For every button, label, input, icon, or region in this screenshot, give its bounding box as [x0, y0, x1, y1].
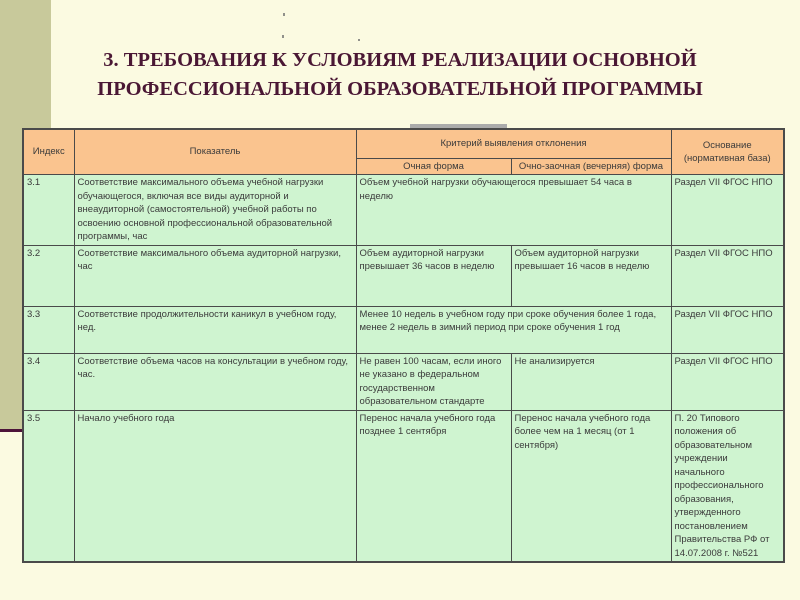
header-row-top [23, 129, 784, 158]
slide-title [0, 46, 800, 104]
col-header-evening: Очно-заочная (вечерняя) форма [511, 158, 671, 175]
cell-criterion-merged: Объем учебной нагрузки обучающегося превышает 54 часа в неделю [356, 175, 671, 246]
col-header-full-time: Очная форма [356, 158, 511, 175]
cell-index: 3.1 [23, 175, 74, 246]
cell-criterion-full-time: Объем аудиторной нагрузки превышает 36 часов в неделю [356, 245, 511, 306]
cell-indicator: Соответствие максимального объема аудиторной нагрузки, час [74, 245, 356, 306]
col-header-index: Индекс [23, 129, 74, 175]
cell-index: 3.3 [23, 306, 74, 353]
col-header-indicator: Показатель [74, 129, 356, 175]
cell-criterion-evening: Объем аудиторной нагрузки превышает 16 часов в неделю [511, 245, 671, 306]
col-header-criterion-group: Критерий выявления отклонения [356, 129, 671, 158]
table-row [23, 175, 784, 246]
cell-basis: Раздел VII ФГОС НПО [671, 245, 784, 306]
cell-indicator: Начало учебного года [74, 410, 356, 562]
cell-basis: Раздел VII ФГОС НПО [671, 306, 784, 353]
cell-index: 3.4 [23, 353, 74, 410]
cell-indicator: Соответствие объема часов на консультации в учебном году, час. [74, 353, 356, 410]
cell-criterion-evening: Не анализируется [511, 353, 671, 410]
cell-indicator: Соответствие продолжительности каникул в учебном году, нед. [74, 306, 356, 353]
slide-title-line-2: ПРОФЕССИОНАЛЬНОЙ ОБРАЗОВАТЕЛЬНОЙ ПРОГРАММЫ [97, 78, 703, 100]
slide-title-line-1: 3. ТРЕБОВАНИЯ К УСЛОВИЯМ РЕАЛИЗАЦИИ ОСНОВНОЙ [103, 49, 697, 71]
cell-criterion-full-time: Перенос начала учебного года позднее 1 сентября [356, 410, 511, 562]
stray-dot [282, 35, 284, 38]
table-row [23, 353, 784, 410]
cell-basis: Раздел VII ФГОС НПО [671, 175, 784, 246]
table-row [23, 410, 784, 562]
cell-indicator: Соответствие максимального объема учебной нагрузки обучающегося, включая все виды аудиторной и внеаудиторной (самостоятельной) учебной работы по освоению основной профессиональной образовательной программы, час [74, 175, 356, 246]
cell-index: 3.5 [23, 410, 74, 562]
table-row [23, 245, 784, 306]
cell-criterion-evening: Перенос начала учебного года более чем на 1 месяц (от 1 сентября) [511, 410, 671, 562]
col-header-basis: Основание (нормативная база) [671, 129, 784, 175]
cell-basis: П. 20 Типового положения об образовательном учреждении начального профессионального образования, утвержденного постановлением Правительства РФ от 14.07.2008 г. №521 [671, 410, 784, 562]
cell-basis: Раздел VII ФГОС НПО [671, 353, 784, 410]
table-row [23, 306, 784, 353]
stray-dot [358, 39, 360, 41]
cell-criterion-merged: Менее 10 недель в учебном году при сроке обучения более 1 года, менее 2 недель в зимний период при сроке обучения 1 год [356, 306, 671, 353]
cell-index: 3.2 [23, 245, 74, 306]
requirements-table [22, 128, 785, 563]
stray-dot [283, 13, 285, 16]
cell-criterion-full-time: Не равен 100 часам, если иного не указано в федеральном государственном образовательном стандарте [356, 353, 511, 410]
